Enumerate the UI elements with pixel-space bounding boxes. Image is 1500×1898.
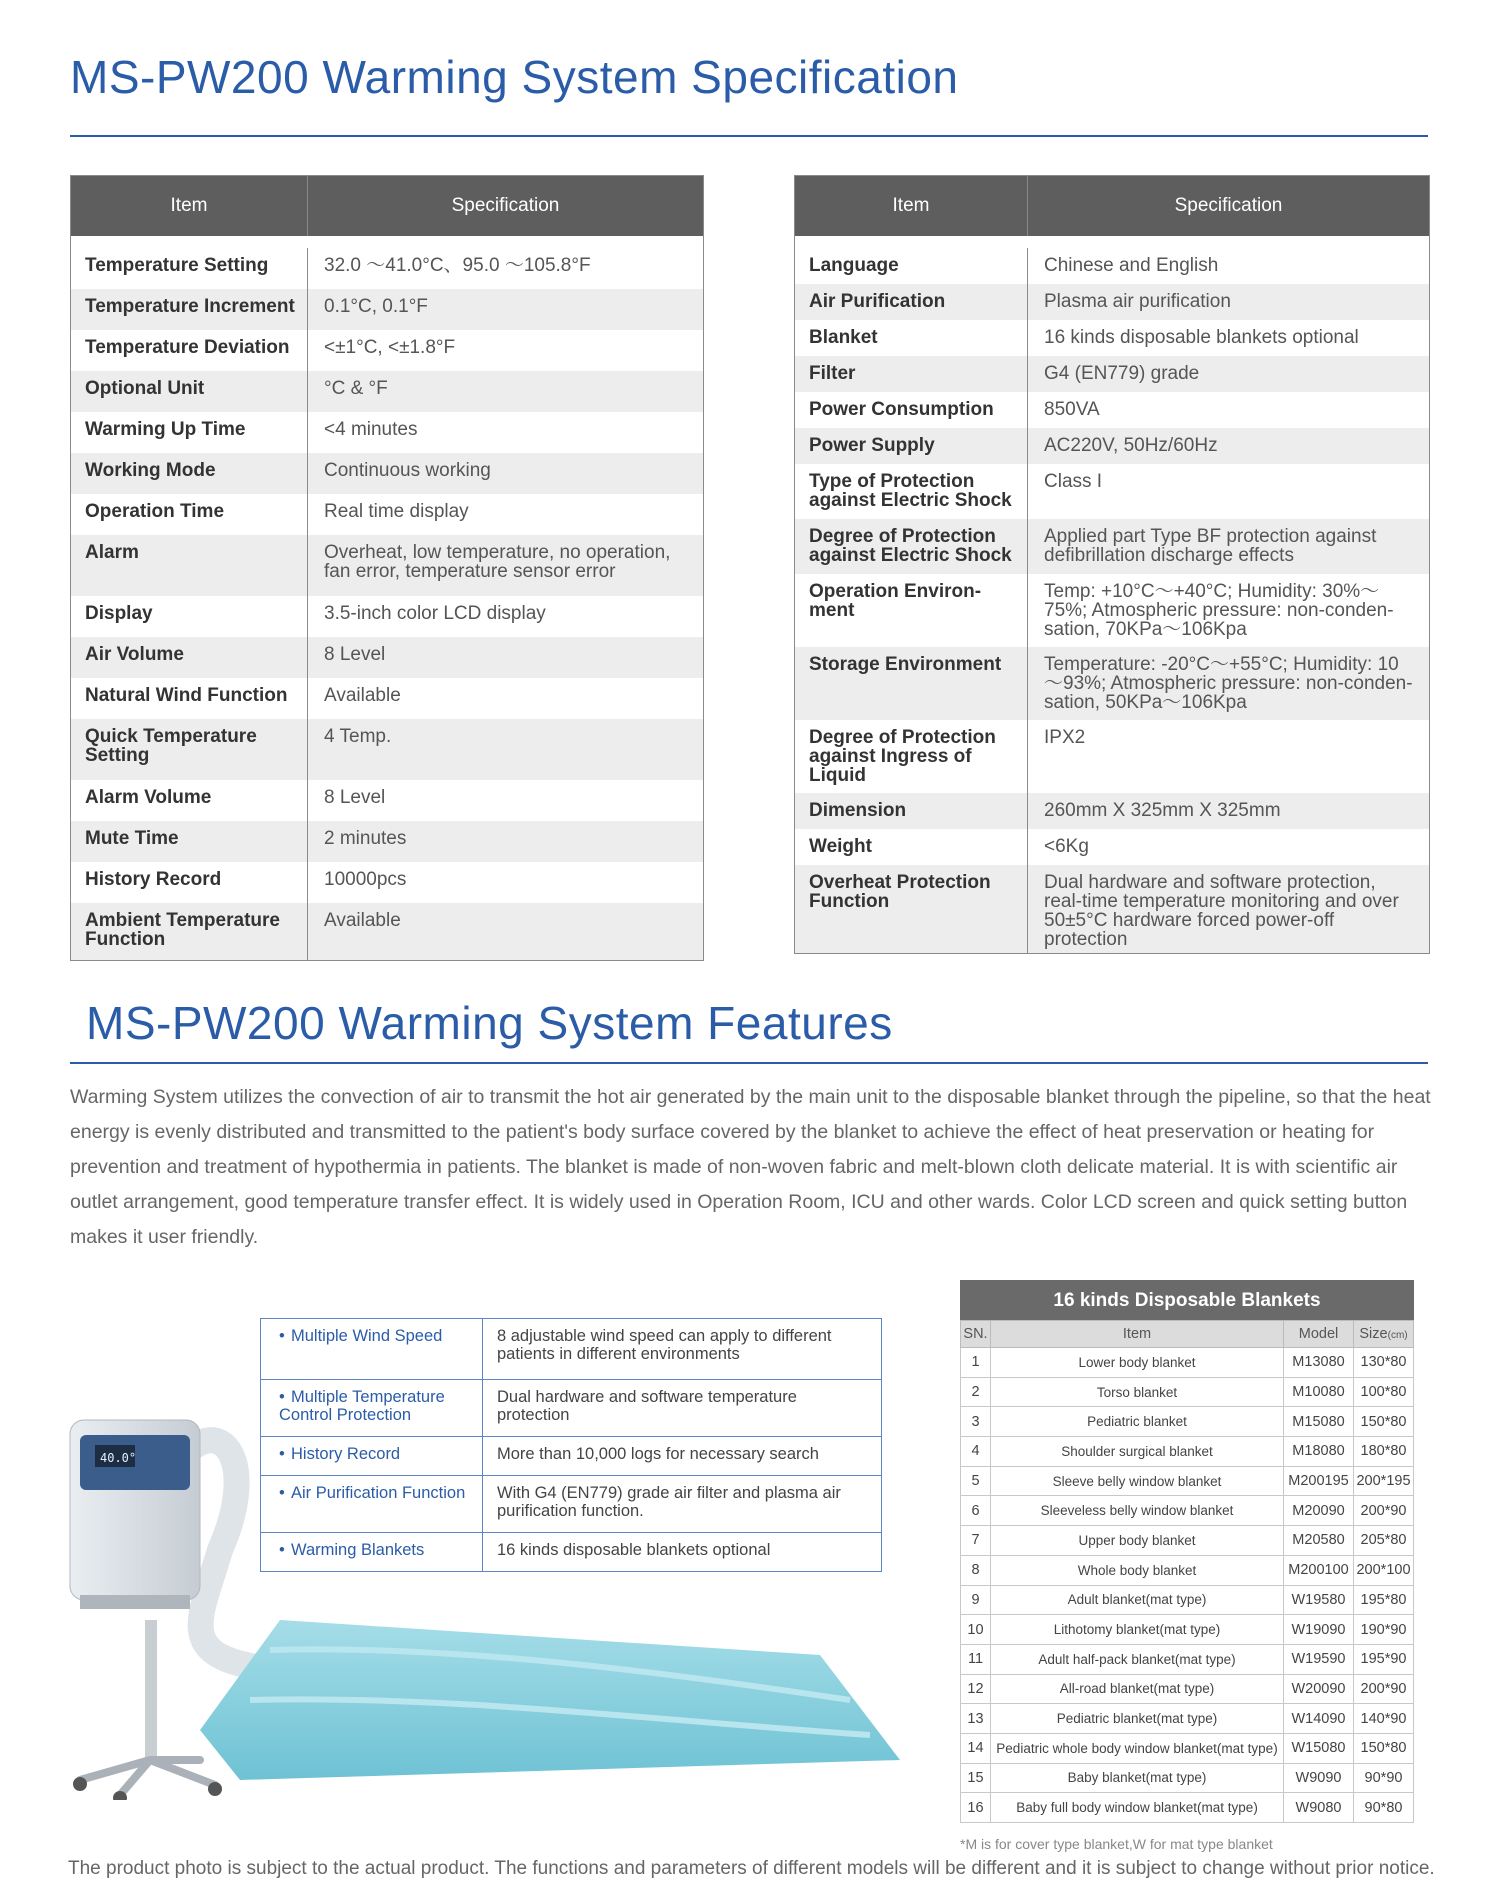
blanket-model: W9090 — [1284, 1763, 1354, 1793]
spec-value: Real time display — [324, 500, 469, 522]
feature-row — [261, 1437, 882, 1476]
feature-row — [261, 1533, 882, 1572]
blanket-model: W15080 — [1284, 1733, 1354, 1763]
blanket-row — [961, 1615, 1414, 1645]
spec-key: Dimension — [795, 793, 1028, 829]
spec-key: History Record — [71, 862, 308, 903]
spec-row — [71, 719, 704, 780]
bullet-icon: • — [279, 1327, 285, 1345]
col-size-unit: (cm) — [1387, 1330, 1408, 1341]
spec-value: 16 kinds disposable blankets optional — [1044, 326, 1359, 348]
blanket-model: M18080 — [1284, 1437, 1354, 1467]
feature-description: Dual hardware and software temperature protection — [483, 1380, 882, 1437]
feature-label: History Record — [291, 1445, 401, 1463]
spec-row — [71, 862, 704, 903]
blanket-sn: 8 — [961, 1555, 991, 1585]
spec-key: Alarm Volume — [71, 780, 308, 821]
spec-row — [795, 464, 1430, 519]
spec-value: Plasma air purification — [1028, 284, 1430, 320]
blanket-model: W9080 — [1284, 1793, 1354, 1823]
spec-value: Class I — [1044, 470, 1103, 492]
blanket-model: M13080 — [1284, 1348, 1354, 1378]
blanket-item: Shoulder surgical blanket — [991, 1437, 1284, 1467]
spec-row — [71, 678, 704, 719]
blanket-row — [961, 1793, 1414, 1823]
col-model: Model — [1284, 1321, 1354, 1348]
blankets-caption: 16 kinds Disposable Blankets — [960, 1280, 1414, 1320]
blanket-row — [961, 1763, 1414, 1793]
blanket-size: 200*100 — [1354, 1555, 1414, 1585]
spec-row — [795, 647, 1430, 720]
spec-key: Power Consumption — [795, 392, 1028, 428]
blanket-sn: 16 — [961, 1793, 991, 1823]
spec-row — [71, 371, 704, 412]
blanket-row — [961, 1407, 1414, 1437]
blanket-item: Upper body blanket — [991, 1526, 1284, 1556]
spec-row — [795, 392, 1430, 428]
features-table — [260, 1318, 882, 1572]
spec-key: Operation Time — [71, 494, 308, 535]
spec-row — [71, 330, 704, 371]
blanket-row — [961, 1348, 1414, 1378]
blanket-size: 205*80 — [1354, 1526, 1414, 1556]
feature-name — [261, 1380, 483, 1437]
feature-row — [261, 1319, 882, 1380]
feature-name — [261, 1476, 483, 1533]
left-spec-table — [70, 175, 704, 961]
blanket-item: Pediatric blanket(mat type) — [991, 1704, 1284, 1734]
blanket-item: Adult blanket(mat type) — [991, 1585, 1284, 1615]
spec-key: Natural Wind Function — [71, 678, 308, 719]
spec-key: Working Mode — [71, 453, 308, 494]
spec-key: Display — [71, 596, 308, 637]
spec-key: Type of Protection against Electric Shock — [795, 464, 1028, 519]
feature-description: More than 10,000 logs for necessary search — [483, 1437, 882, 1476]
spec-value: 8 Level — [308, 637, 704, 678]
blanket-size: 140*90 — [1354, 1704, 1414, 1734]
blanket-size: 150*80 — [1354, 1733, 1414, 1763]
blanket-model: W14090 — [1284, 1704, 1354, 1734]
blanket-item: Torso blanket — [991, 1377, 1284, 1407]
right-spec-table — [794, 175, 1430, 954]
spec-row — [795, 793, 1430, 829]
header-specification: Specification — [308, 176, 704, 236]
device-screen: 40.0° — [100, 1451, 137, 1465]
spec-row — [795, 574, 1430, 647]
blanket-sn: 15 — [961, 1763, 991, 1793]
blanket-sn: 2 — [961, 1377, 991, 1407]
blanket-size: 200*90 — [1354, 1496, 1414, 1526]
blanket-row — [961, 1496, 1414, 1526]
spec-key: Air Purification — [795, 284, 1028, 320]
blanket-sn: 6 — [961, 1496, 991, 1526]
spec-row — [71, 535, 704, 596]
blanket-model: M20580 — [1284, 1526, 1354, 1556]
spec-row — [795, 248, 1430, 284]
spec-value: 0.1°C, 0.1°F — [308, 289, 704, 330]
spec-row — [795, 284, 1430, 320]
bullet-icon: • — [279, 1388, 285, 1406]
spec-value: 3.5-inch color LCD display — [324, 602, 546, 624]
spec-key: Quick Temperature Setting — [71, 719, 308, 780]
blanket-size: 100*80 — [1354, 1377, 1414, 1407]
spec-value: Available — [308, 903, 704, 961]
blanket-sn: 1 — [961, 1348, 991, 1378]
spec-row — [795, 865, 1430, 954]
title-divider — [70, 135, 1428, 137]
spec-row — [795, 829, 1430, 865]
spec-value: Chinese and English — [1044, 254, 1219, 276]
header-specification: Specification — [1028, 176, 1430, 236]
spec-value: Temp: +10°C～+40°C; Humidity: 30%～75%; Atmospheric pressure: non-conden-sation, 70KPa～106Kpa — [1044, 580, 1394, 640]
feature-label: Multiple Wind Speed — [291, 1327, 443, 1345]
spec-key: Warming Up Time — [71, 412, 308, 453]
col-sn: SN. — [961, 1321, 991, 1348]
blanket-size: 190*90 — [1354, 1615, 1414, 1645]
blanket-note: *M is for cover type blanket,W for mat type blanket — [960, 1836, 1273, 1852]
blanket-model: W19580 — [1284, 1585, 1354, 1615]
spec-row — [71, 637, 704, 678]
spacer — [71, 236, 308, 248]
spec-key: Alarm — [71, 535, 308, 596]
spec-value: 8 Level — [324, 786, 386, 808]
spec-key: Power Supply — [795, 428, 1028, 464]
header-item: Item — [71, 176, 308, 236]
blanket-sn: 3 — [961, 1407, 991, 1437]
spec-row — [71, 453, 704, 494]
blanket-row — [961, 1733, 1414, 1763]
spec-key: Weight — [795, 829, 1028, 865]
blanket-size: 180*80 — [1354, 1437, 1414, 1467]
spec-value: Applied part Type BF protection against defibrillation discharge effects — [1028, 519, 1430, 574]
spec-value: Temperature: -20°C～+55°C; Humidity: 10～93%; Atmospheric pressure: non-conden-sation, 50KPa～106Kpa — [1028, 647, 1430, 720]
blanket-row — [961, 1674, 1414, 1704]
feature-description: With G4 (EN779) grade air filter and plasma air purification function. — [483, 1476, 882, 1533]
blanket-size: 195*90 — [1354, 1644, 1414, 1674]
spec-key: Storage Environment — [795, 647, 1028, 720]
blanket-sn: 9 — [961, 1585, 991, 1615]
blanket-sn: 11 — [961, 1644, 991, 1674]
blanket-model: M15080 — [1284, 1407, 1354, 1437]
spec-value: AC220V, 50Hz/60Hz — [1028, 428, 1430, 464]
blanket-size: 150*80 — [1354, 1407, 1414, 1437]
blanket-item: Sleeve belly window blanket — [991, 1466, 1284, 1496]
blanket-row — [961, 1644, 1414, 1674]
feature-name — [261, 1533, 483, 1572]
spec-value: <±1°C, <±1.8°F — [324, 336, 456, 358]
feature-label: Air Purification Function — [291, 1484, 466, 1502]
blanket-model: M200195 — [1284, 1466, 1354, 1496]
spec-row — [795, 428, 1430, 464]
blanket-item: Baby blanket(mat type) — [991, 1763, 1284, 1793]
blanket-sn: 4 — [961, 1437, 991, 1467]
blanket-sn: 13 — [961, 1704, 991, 1734]
blanket-sn: 14 — [961, 1733, 991, 1763]
spec-value: <4 minutes — [324, 418, 418, 440]
feature-description: 8 adjustable wind speed can apply to different patients in different environments — [497, 1327, 832, 1363]
spec-row — [71, 903, 704, 961]
footer-disclaimer: The product photo is subject to the actual product. The functions and parameters of different models will be different and it is subject to change without prior notice. — [68, 1858, 1435, 1879]
blanket-sn: 12 — [961, 1674, 991, 1704]
spec-row — [795, 720, 1430, 793]
blanket-item: Adult half-pack blanket(mat type) — [991, 1644, 1284, 1674]
spacer — [1028, 236, 1430, 248]
spec-row — [71, 248, 704, 289]
blanket-item: Baby full body window blanket(mat type) — [991, 1793, 1284, 1823]
description-paragraph: Warming System utilizes the convection of air to transmit the hot air generated by the main unit to the disposable blanket through the pipeline, so that the heat energy is evenly distributed and transmitted to the patient's body surface covered by the blanket to achieve the effect of heat preservation or heating for prevention and treatment of hypothermia in patients. The blanket is made of non-woven fabric and melt-blown cloth delicate material. It is with scientific air outlet arrangement, good temperature transfer effect. It is widely used in Operation Room, ICU and other wards. Color LCD screen and quick setting button makes it user friendly. — [70, 1086, 1431, 1248]
spec-value: <6Kg — [1044, 835, 1089, 857]
spec-value: 850VA — [1044, 398, 1100, 420]
blanket-size: 90*90 — [1354, 1763, 1414, 1793]
blanket-sn: 5 — [961, 1466, 991, 1496]
blanket-size: 130*80 — [1354, 1348, 1414, 1378]
blanket-sn: 7 — [961, 1526, 991, 1556]
blankets-table — [960, 1280, 1414, 1823]
spec-row — [795, 356, 1430, 392]
blanket-item: Pediatric blanket — [991, 1407, 1284, 1437]
spec-value: 260mm X 325mm X 325mm — [1028, 793, 1430, 829]
spec-row — [71, 412, 704, 453]
blanket-row — [961, 1377, 1414, 1407]
col-size — [1354, 1321, 1414, 1348]
spec-key: Operation Environ-ment — [795, 574, 1028, 647]
spec-value: 2 minutes — [308, 821, 704, 862]
features-divider — [70, 1062, 1428, 1064]
spec-value: IPX2 — [1044, 726, 1086, 748]
spec-value: 4 Temp. — [308, 719, 704, 780]
spec-row — [795, 320, 1430, 356]
spec-key: Temperature Deviation — [71, 330, 308, 371]
spec-key: Ambient Temperature Function — [71, 903, 308, 961]
feature-name — [261, 1319, 483, 1380]
spec-value: G4 (EN779) grade — [1028, 356, 1430, 392]
blanket-model: W20090 — [1284, 1674, 1354, 1704]
spec-title: MS-PW200 Warming System Specification — [70, 51, 959, 103]
spec-value: Dual hardware and software protection, real-time temperature monitoring and over 50±5°C hardware forced power-off protection — [1028, 865, 1430, 954]
spec-value: Continuous working — [308, 453, 704, 494]
feature-label: Multiple Temperature Control Protection — [279, 1388, 445, 1424]
spec-row — [71, 494, 704, 535]
spec-value: Available — [324, 684, 401, 706]
blanket-row — [961, 1585, 1414, 1615]
spec-key: Degree of Protection against Ingress of Liquid — [795, 720, 1028, 793]
blanket-model: M200100 — [1284, 1555, 1354, 1585]
feature-label: Warming Blankets — [291, 1541, 425, 1559]
blanket-item: All-road blanket(mat type) — [991, 1674, 1284, 1704]
feature-description: 16 kinds disposable blankets optional — [483, 1533, 882, 1572]
blanket-model: M10080 — [1284, 1377, 1354, 1407]
blanket-size: 200*90 — [1354, 1674, 1414, 1704]
spec-key: Overheat Protection Function — [795, 865, 1028, 954]
spec-row — [795, 519, 1430, 574]
spec-key: Filter — [795, 356, 1028, 392]
blanket-model: M20090 — [1284, 1496, 1354, 1526]
spec-key: Degree of Protection against Electric Shock — [795, 519, 1028, 574]
spec-value: °C & °F — [308, 371, 704, 412]
blanket-item: Lower body blanket — [991, 1348, 1284, 1378]
spec-key: Mute Time — [71, 821, 308, 862]
blanket-row — [961, 1466, 1414, 1496]
blanket-size: 195*80 — [1354, 1585, 1414, 1615]
blanket-size: 90*80 — [1354, 1793, 1414, 1823]
blanket-model: W19590 — [1284, 1644, 1354, 1674]
bullet-icon: • — [279, 1484, 285, 1502]
spec-key: Optional Unit — [71, 371, 308, 412]
bullet-icon: • — [279, 1541, 285, 1559]
spec-key: Language — [795, 248, 1028, 284]
bullet-icon: • — [279, 1445, 285, 1463]
blanket-row — [961, 1704, 1414, 1734]
header-item: Item — [795, 176, 1028, 236]
spec-key: Temperature Increment — [71, 289, 308, 330]
spec-row — [71, 289, 704, 330]
col-item: Item — [991, 1321, 1284, 1348]
spec-key: Blanket — [795, 320, 1028, 356]
feature-row — [261, 1476, 882, 1533]
spec-row — [71, 780, 704, 821]
col-size-label: Size — [1359, 1326, 1388, 1342]
spec-row — [71, 596, 704, 637]
feature-row — [261, 1380, 882, 1437]
blanket-sn: 10 — [961, 1615, 991, 1645]
spec-value: 32.0 ～41.0°C、95.0 ～105.8°F — [324, 254, 591, 276]
blanket-item: Sleeveless belly window blanket — [991, 1496, 1284, 1526]
spacer — [308, 236, 704, 248]
spec-row — [71, 821, 704, 862]
spacer — [795, 236, 1028, 248]
feature-name — [261, 1437, 483, 1476]
blanket-row — [961, 1526, 1414, 1556]
features-title: MS-PW200 Warming System Features — [86, 997, 893, 1049]
spec-key: Air Volume — [71, 637, 308, 678]
blanket-model: W19090 — [1284, 1615, 1354, 1645]
spec-value: Overheat, low temperature, no operation, fan error, temperature sensor error — [308, 535, 704, 596]
blanket-row — [961, 1437, 1414, 1467]
blanket-item: Lithotomy blanket(mat type) — [991, 1615, 1284, 1645]
blanket-item: Pediatric whole body window blanket(mat type) — [991, 1733, 1284, 1763]
blanket-row — [961, 1555, 1414, 1585]
blanket-item: Whole body blanket — [991, 1555, 1284, 1585]
blanket-size: 200*195 — [1354, 1466, 1414, 1496]
spec-value: 10000pcs — [324, 868, 407, 890]
spec-key: Temperature Setting — [71, 248, 308, 289]
